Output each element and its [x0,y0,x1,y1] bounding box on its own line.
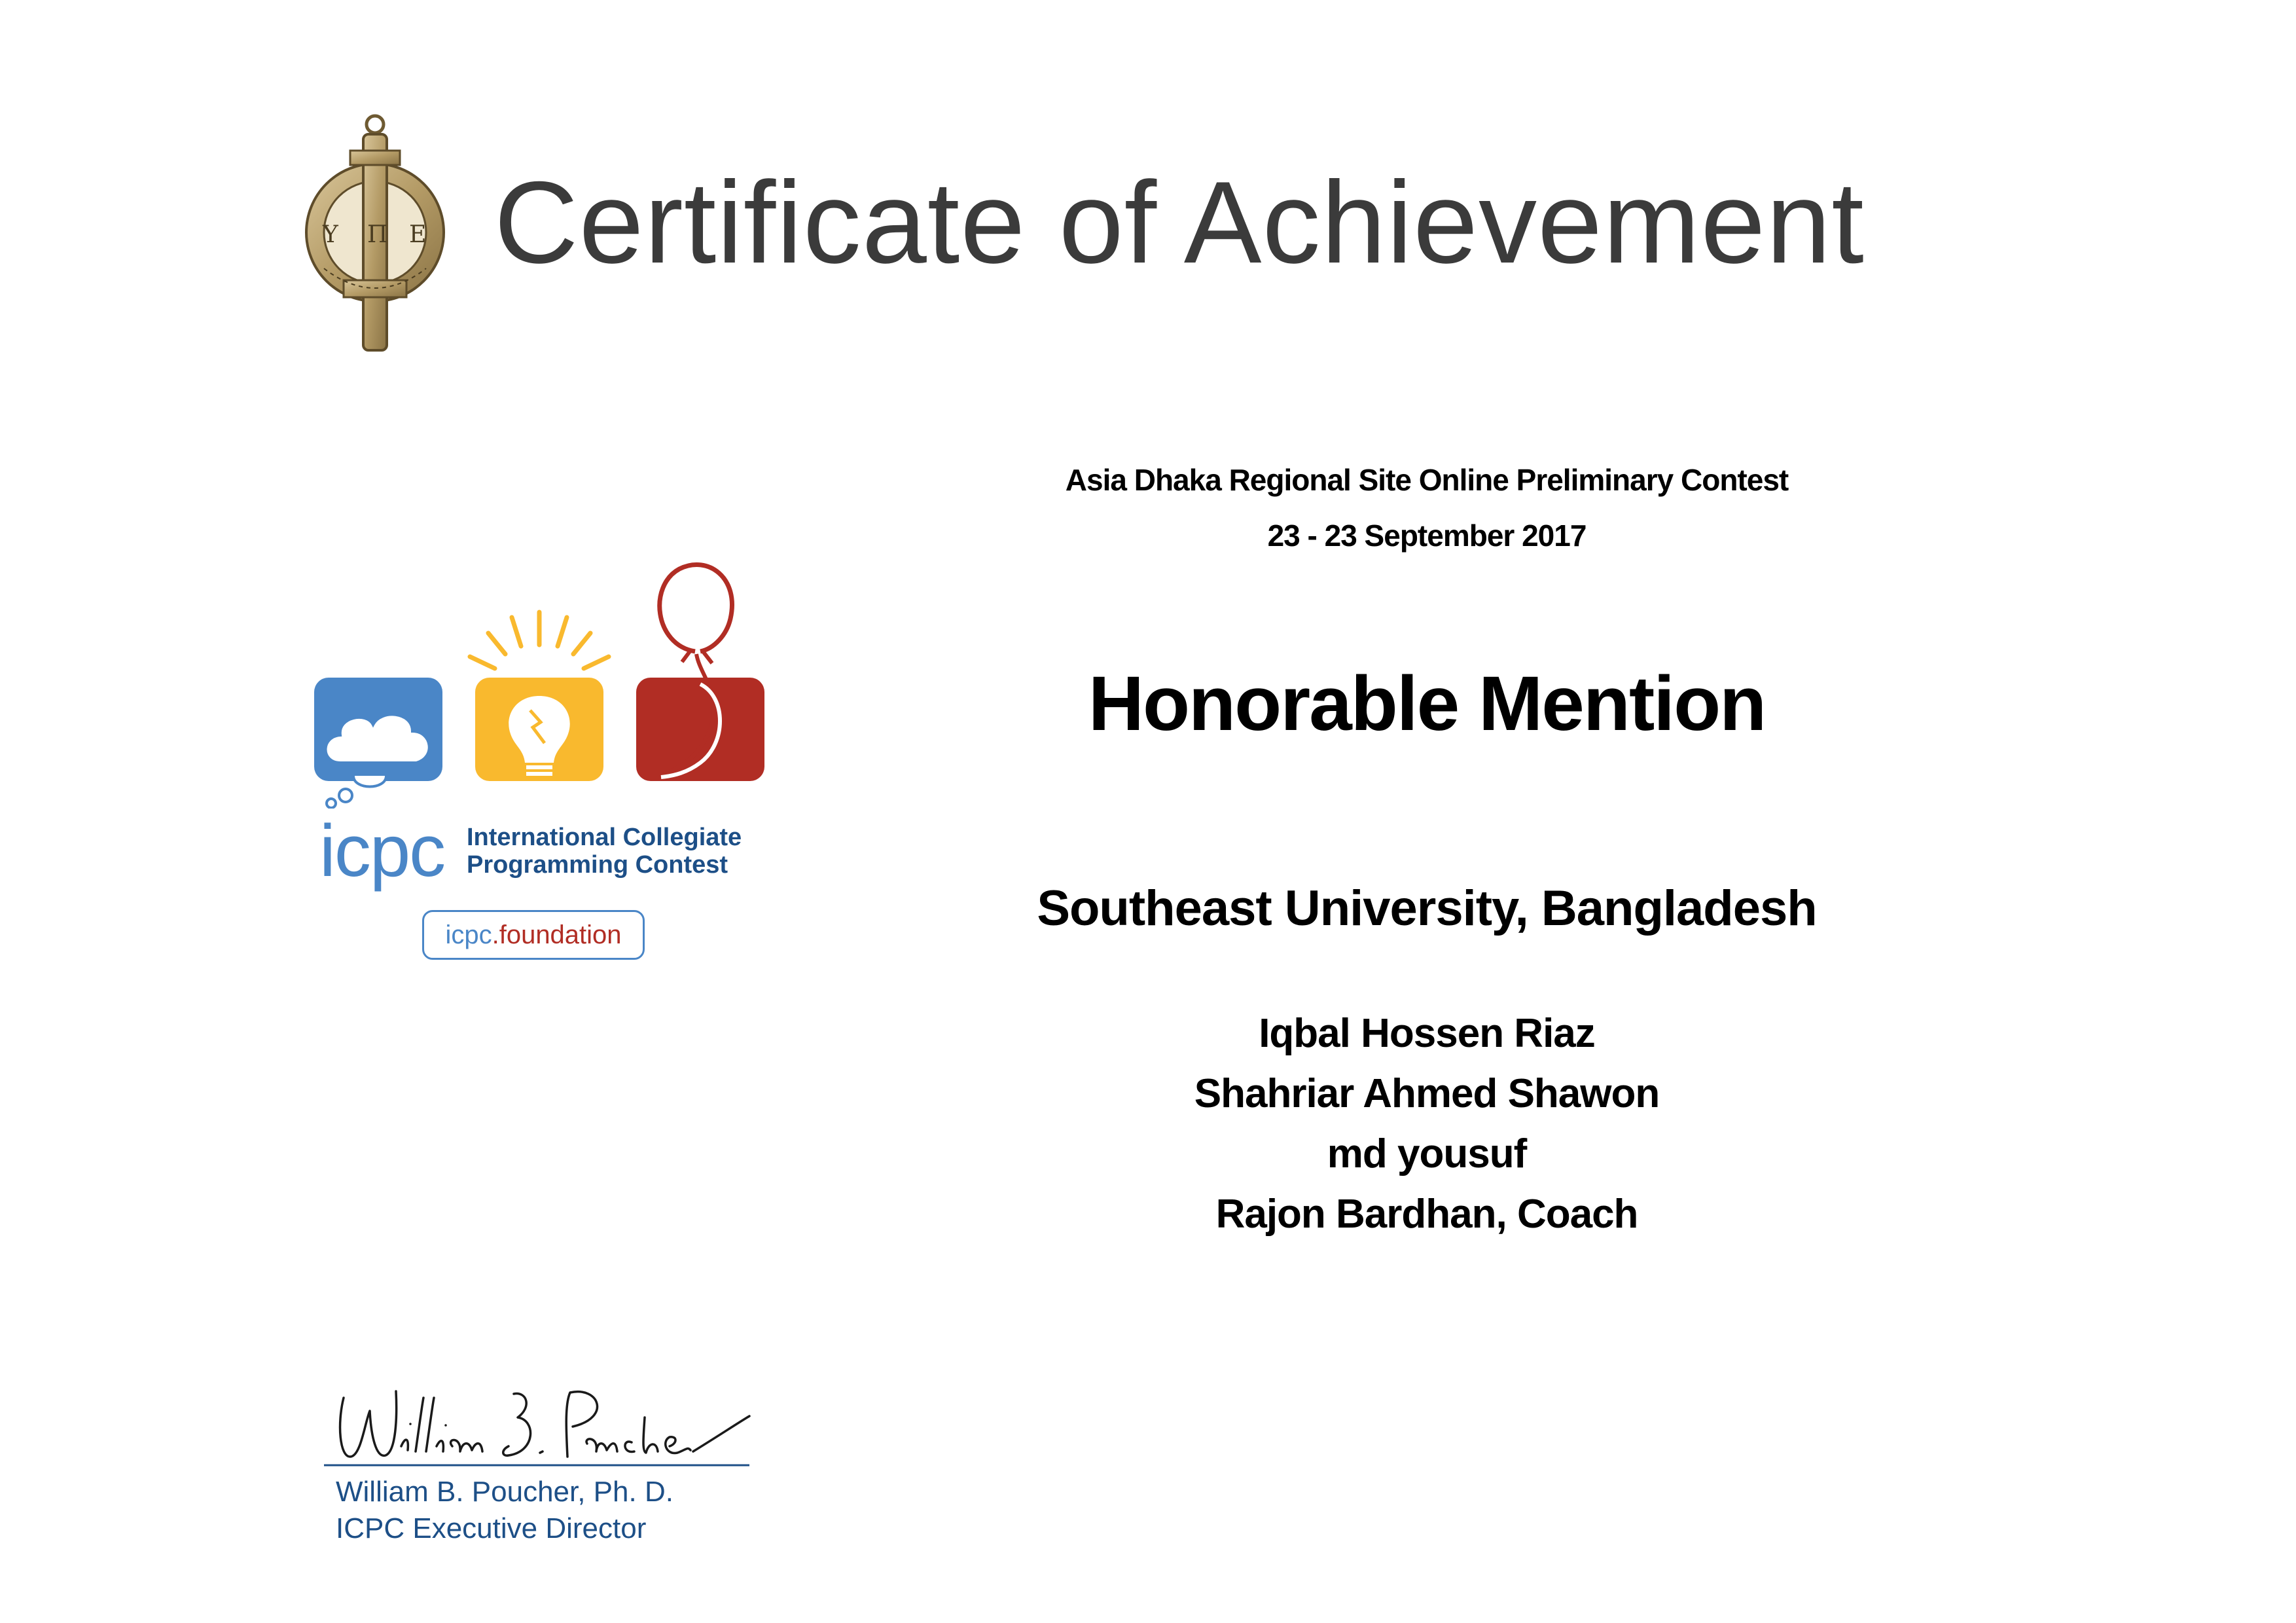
contest-date: 23 - 23 September 2017 [1267,519,1587,553]
icpc-fullname [467,824,742,879]
icpc-fullname-line1: International Collegiate [467,824,742,851]
foundation-suffix: .foundation [492,920,622,949]
icpc-fullname-line2: Programming Contest [467,851,728,879]
emblem-letter-upsilon: Υ [323,221,338,248]
icpc-wordmark: icpc [319,810,445,892]
emblem-letter-pi: Π [367,221,388,248]
emblem-letter-epsilon: Ε [409,221,427,248]
team-coach: Rajon Bardhan, Coach [1215,1192,1638,1237]
signer-name: William B. Poucher, Ph. D. [336,1476,673,1508]
team-member: Iqbal Hossen Riaz [1259,1011,1595,1056]
foundation-prefix: icpc [445,920,492,949]
signer-title: ICPC Executive Director [336,1512,647,1544]
handwritten-signature [324,1378,756,1470]
icpc-logo-icon [308,547,766,809]
institution-name: Southeast University, Bangladesh [1037,881,1817,936]
certificate-title: Certificate of Achievement [494,157,1865,287]
team-member: Shahriar Ahmed Shawon [1194,1071,1660,1116]
team-members [942,1004,1911,1245]
award-title: Honorable Mention [1088,661,1766,747]
upe-emblem-icon [298,111,461,354]
team-member: md yousuf [1327,1131,1527,1176]
icpc-foundation-badge [422,910,645,960]
contest-name: Asia Dhaka Regional Site Online Preliminary Contest [1065,463,1789,497]
